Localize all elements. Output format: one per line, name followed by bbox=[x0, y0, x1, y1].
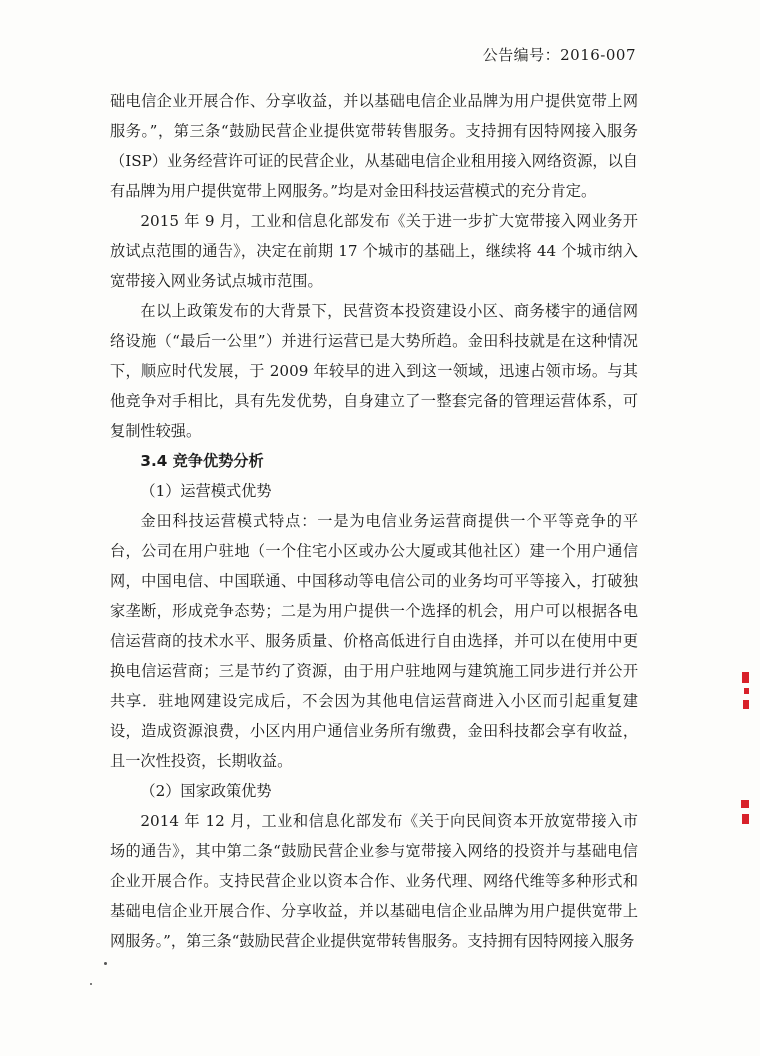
margin-stamp-mark bbox=[741, 800, 749, 808]
subheading-operation-model: （1）运营模式优势 bbox=[140, 482, 272, 500]
margin-stamp-mark bbox=[742, 814, 749, 824]
body-text bbox=[110, 86, 638, 956]
section-heading-3-4: 3.4 竞争优势分析 bbox=[140, 452, 264, 470]
paragraph-operation-model: 金田科技运营模式特点：一是为电信业务运营商提供一个平等竞争的平台，公司在用户驻地（一个住宅小区或办公大厦或其他社区）建一个用户通信网，中国电信、中国联通、中国移动等电信公司的业务均可平等接入，打破独家垄断，形成竞争态势；二是为用户提供一个选择的机会，用户可以根据各电信运营商的技术水平、服务质量、价格高低进行自由选择，并可以在使用中更换电信运营商；三是节约了资源，由于用户驻地网与建筑施工同步进行并公开共享．驻地网建设完成后，不会因为其他电信运营商进入小区而引起重复建设，造成资源浪费，小区内用户通信业务所有缴费，金田科技都会享有收益，且一次性投资，长期收益。 bbox=[110, 512, 638, 770]
paragraph-continuation: 础电信企业开展合作、分享收益，并以基础电信企业品牌为用户提供宽带上网服务。”，第三条“鼓励民营企业提供宽带转售服务。支持拥有因特网接入服务（ISP）业务经营许可证的民营企业，从基础电信企业租用接入网络资源，以自有品牌为用户提供宽带上网服务。”均是对金田科技运营模式的充分肯定。 bbox=[110, 92, 638, 200]
margin-stamp-mark bbox=[744, 688, 749, 694]
subheading-policy-advantage: （2）国家政策优势 bbox=[140, 782, 272, 800]
notice-number: 公告编号：2016-007 bbox=[482, 46, 636, 64]
margin-stamp-mark bbox=[742, 672, 749, 683]
paragraph-2015-notice: 2015 年 9 月，工业和信息化部发布《关于进一步扩大宽带接入网业务开放试点范围的通告》，决定在前期 17 个城市的基础上，继续将 44 个城市纳入宽带接入网业务试点城市范围。 bbox=[110, 212, 638, 290]
paragraph-policy-advantage: 2014 年 12 月，工业和信息化部发布《关于向民间资本开放宽带接入市场的通告》，其中第二条“鼓励民营企业参与宽带接入网络的投资并与基础电信企业开展合作。支持民营企业以资本合作、业务代理、网络代维等多种形式和基础电信企业开展合作、分享收益，并以基础电信企业品牌为用户提供宽带上网服务。”，第三条“鼓励民营企业提供宽带转售服务。支持拥有因特网接入服务 bbox=[110, 812, 638, 950]
paragraph-policy-background: 在以上政策发布的大背景下，民营资本投资建设小区、商务楼宇的通信网络设施（“最后一公里”）并进行运营已是大势所趋。金田科技就是在这种情况下，顺应时代发展，于 2009 年较早的进入到这一领域，迅速占领市场。与其他竞争对手相比，具有先发优势，自身建立了一整套完备的管理运营体系，可复制性较强。 bbox=[110, 302, 638, 440]
margin-stamp-mark bbox=[743, 700, 749, 709]
scan-speck bbox=[104, 962, 107, 965]
scan-speck bbox=[90, 983, 92, 985]
